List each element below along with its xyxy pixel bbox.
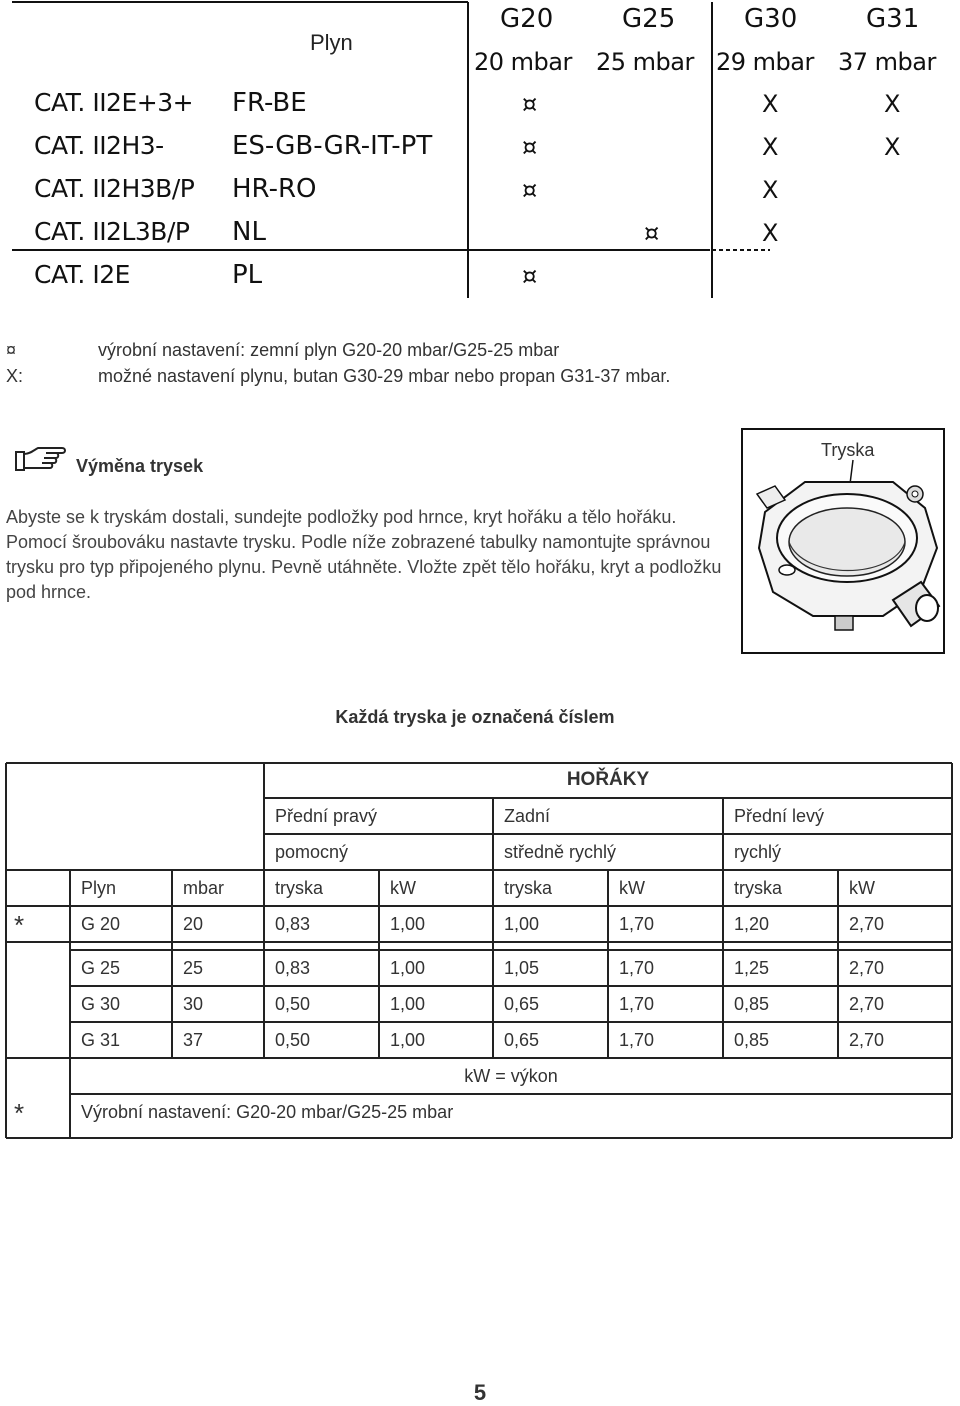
column-header: kW xyxy=(849,878,875,898)
table-cell: 0,85 xyxy=(734,1030,770,1050)
cat-mark-g30: X xyxy=(762,176,779,204)
table-cell: 0,65 xyxy=(504,994,540,1014)
kw-note: kW = výkon xyxy=(464,1066,558,1086)
table-cell: 1,70 xyxy=(619,914,655,934)
cat-countries: HR-RO xyxy=(232,174,317,204)
table-cell: 1,25 xyxy=(734,958,770,978)
table-cell: 1,00 xyxy=(390,994,426,1014)
footnote-mark: * xyxy=(14,1098,25,1128)
gas-g25-header: G25 xyxy=(622,4,676,34)
table-cell: 1,70 xyxy=(619,994,655,1014)
table-cell: 2,70 xyxy=(849,994,885,1014)
legend-text: výrobní nastavení: zemní plyn G20-20 mbar/G25-25 mbar xyxy=(98,340,560,360)
cat-countries: FR-BE xyxy=(232,88,307,118)
jet-table-caption: Každá tryska je označená číslem xyxy=(335,707,615,727)
cat-mark-g30: X xyxy=(762,133,779,161)
table-cell: 1,70 xyxy=(619,1030,655,1050)
cat-mark-g20: ¤ xyxy=(522,133,538,161)
table-cell: 2,70 xyxy=(849,914,885,934)
section-title: Výměna trysek xyxy=(76,456,204,476)
legend-symbol: ¤ xyxy=(6,340,17,360)
burner-name: Zadní xyxy=(504,806,551,826)
table-cell: 1,70 xyxy=(619,958,655,978)
cat-code: CAT. II2H3- xyxy=(34,131,164,160)
cat-code: CAT. II2H3B/P xyxy=(34,174,195,203)
column-header: kW xyxy=(390,878,416,898)
table-cell: 2,70 xyxy=(849,958,885,978)
cat-mark-g31: X xyxy=(884,90,901,118)
table-cell: G 25 xyxy=(81,958,121,978)
cat-mark-g25: ¤ xyxy=(644,219,660,247)
legend-symbol: X: xyxy=(6,366,24,386)
cat-code: CAT. I2E xyxy=(34,260,130,289)
table-cell: 1,00 xyxy=(504,914,540,934)
table-cell: G 31 xyxy=(81,1030,121,1050)
table-cell: 30 xyxy=(183,994,204,1014)
gas-g20-pressure: 20 mbar xyxy=(474,48,572,76)
table-cell: 37 xyxy=(183,1030,204,1050)
gas-g31-pressure: 37 mbar xyxy=(838,48,936,76)
table-cell: 20 xyxy=(183,914,204,934)
table-cell: 0,50 xyxy=(275,994,311,1014)
table-cell: 1,00 xyxy=(390,958,426,978)
burner-name: Přední pravý xyxy=(275,806,378,826)
plyn-label: Plyn xyxy=(310,30,353,55)
factory-setting-mark: * xyxy=(14,910,25,940)
burner-type: středně rychlý xyxy=(504,842,617,862)
gas-g20-header: G20 xyxy=(500,4,554,34)
table-cell: 1,20 xyxy=(734,914,770,934)
table-cell: G 20 xyxy=(81,914,121,934)
burner-name: Přední levý xyxy=(734,806,825,826)
footnote-text: Výrobní nastavení: G20-20 mbar/G25-25 mbar xyxy=(81,1102,454,1122)
cat-code: CAT. II2E+3+ xyxy=(34,88,194,117)
table-cell: 25 xyxy=(183,958,204,978)
table-cell: 0,83 xyxy=(275,958,311,978)
section-body: Abyste se k tryskám dostali, sundejte podložky pod hrnce, kryt hořáku a tělo hořáku. Pomocí šroubováku nastavte trysku. Podle níže zobrazené tabulky namontujte správnou trysku pro typ připojeného plynu. Pevně utáhněte. Vložte zpět tělo hořáku, kryt a podložku pod hrnce. xyxy=(6,507,722,602)
gas-g25-pressure: 25 mbar xyxy=(596,48,694,76)
table-cell: 1,00 xyxy=(390,1030,426,1050)
table-cell: 2,70 xyxy=(849,1030,885,1050)
table-cell: 1,00 xyxy=(390,914,426,934)
column-header: Plyn xyxy=(81,878,117,898)
cat-countries: PL xyxy=(232,260,263,290)
cat-mark-g30: X xyxy=(762,219,779,247)
cat-mark-g20: ¤ xyxy=(522,262,538,290)
table-cell: 1,05 xyxy=(504,958,540,978)
legend-text: možné nastavení plynu, butan G30-29 mbar nebo propan G31-37 mbar. xyxy=(98,366,671,386)
cat-mark-g31: X xyxy=(884,133,901,161)
table-cell: G 30 xyxy=(81,994,121,1014)
cat-countries: NL xyxy=(232,217,266,247)
cat-code: CAT. II2L3B/P xyxy=(34,217,190,246)
column-header: tryska xyxy=(275,878,324,898)
column-header: tryska xyxy=(504,878,553,898)
table-cell: 0,83 xyxy=(275,914,311,934)
column-header: tryska xyxy=(734,878,783,898)
gas-g30-header: G30 xyxy=(744,4,798,34)
table-cell: 0,85 xyxy=(734,994,770,1014)
column-header: mbar xyxy=(183,878,225,898)
table-cell: 0,50 xyxy=(275,1030,311,1050)
burner-type: pomocný xyxy=(275,842,349,862)
cat-mark-g30: X xyxy=(762,90,779,118)
cat-countries: ES-GB-GR-IT-PT xyxy=(232,131,433,161)
gas-g30-pressure: 29 mbar xyxy=(716,48,814,76)
page-number: 5 xyxy=(473,1380,487,1405)
tryska-label: Tryska xyxy=(821,440,875,460)
table-cell: 0,65 xyxy=(504,1030,540,1050)
burners-title: HOŘÁKY xyxy=(566,769,650,790)
gas-g31-header: G31 xyxy=(866,4,920,34)
cat-mark-g20: ¤ xyxy=(522,176,538,204)
cat-mark-g20: ¤ xyxy=(522,90,538,118)
burner-type: rychlý xyxy=(734,842,782,862)
column-header: kW xyxy=(619,878,645,898)
